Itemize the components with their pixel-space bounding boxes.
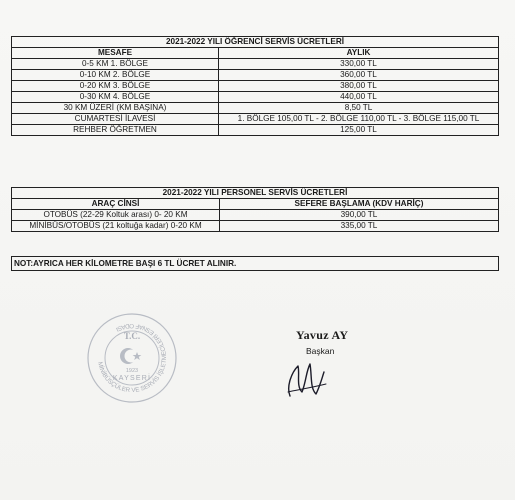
row-label: 30 KM ÜZERİ (KM BAŞINA) — [12, 103, 219, 114]
column-header-trip-start: SEFERE BAŞLAMA (KDV HARİÇ) — [220, 199, 499, 210]
row-value: 8,50 TL — [219, 103, 499, 114]
row-label: OTOBÜS (22-29 Koltuk arası) 0- 20 KM — [12, 210, 220, 221]
row-label: 0-10 KM 2. BÖLGE — [12, 70, 219, 81]
column-header-distance: MESAFE — [12, 48, 219, 59]
row-value: 380,00 TL — [219, 81, 499, 92]
row-value: 360,00 TL — [219, 70, 499, 81]
table-row — [12, 103, 499, 114]
staff-table-title: 2021-2022 YILI PERSONEL SERVİS ÜCRETLERİ — [12, 188, 499, 199]
row-value: 440,00 TL — [219, 92, 499, 103]
column-header-monthly: AYLIK — [219, 48, 499, 59]
table-header-row — [12, 199, 499, 210]
row-value: 390,00 TL — [220, 210, 499, 221]
table-row — [12, 70, 499, 81]
table-title-row — [12, 37, 499, 48]
row-label: REHBER ÖĞRETMEN — [12, 125, 219, 136]
stamp-ring-text: MİNİBÜSÇÜLER VE SERVİS İŞLETMECİLERİ ESNAF ODASI — [96, 321, 169, 395]
row-value: 330,00 TL — [219, 59, 499, 70]
row-value: 125,00 TL — [219, 125, 499, 136]
signatory-name: Yavuz AY — [296, 328, 349, 342]
handwritten-signature — [280, 352, 340, 402]
row-value: 1. BÖLGE 105,00 TL - 2. BÖLGE 110,00 TL - 3. BÖLGE 115,00 TL — [219, 114, 499, 125]
signatory-title: Başkan — [306, 346, 335, 356]
table-row — [12, 210, 499, 221]
table-row — [12, 114, 499, 125]
stamp-city-text: KAYSERİ — [112, 375, 152, 382]
row-label: 0-20 KM 3. BÖLGE — [12, 81, 219, 92]
stamp-year-text: 1923 — [125, 368, 139, 374]
table-row — [12, 221, 499, 232]
table-row — [12, 59, 499, 70]
table-row — [12, 92, 499, 103]
row-value: 335,00 TL — [220, 221, 499, 232]
table-header-row — [12, 48, 499, 59]
table-title-row — [12, 188, 499, 199]
student-table-title: 2021-2022 YILI ÖĞRENCİ SERVİS ÜCRETLERİ — [12, 37, 499, 48]
student-fees-table — [11, 36, 499, 136]
note-box: NOT:AYRICA HER KİLOMETRE BAŞI 6 TL ÜCRET ALINIR. — [11, 256, 499, 271]
column-header-vehicle: ARAÇ CİNSİ — [12, 199, 220, 210]
staff-fees-table — [11, 187, 499, 232]
table-row — [12, 81, 499, 92]
official-stamp — [86, 312, 178, 404]
row-label: MİNİBÜS/OTOBÜS (21 koltuğa kadar) 0-20 KM — [12, 221, 220, 232]
row-label: 0-30 KM 4. BÖLGE — [12, 92, 219, 103]
stamp-tc-text: T.C. — [123, 331, 141, 341]
table-row — [12, 125, 499, 136]
row-label: 0-5 KM 1. BÖLGE — [12, 59, 219, 70]
row-label: CUMARTESİ İLAVESİ — [12, 114, 219, 125]
